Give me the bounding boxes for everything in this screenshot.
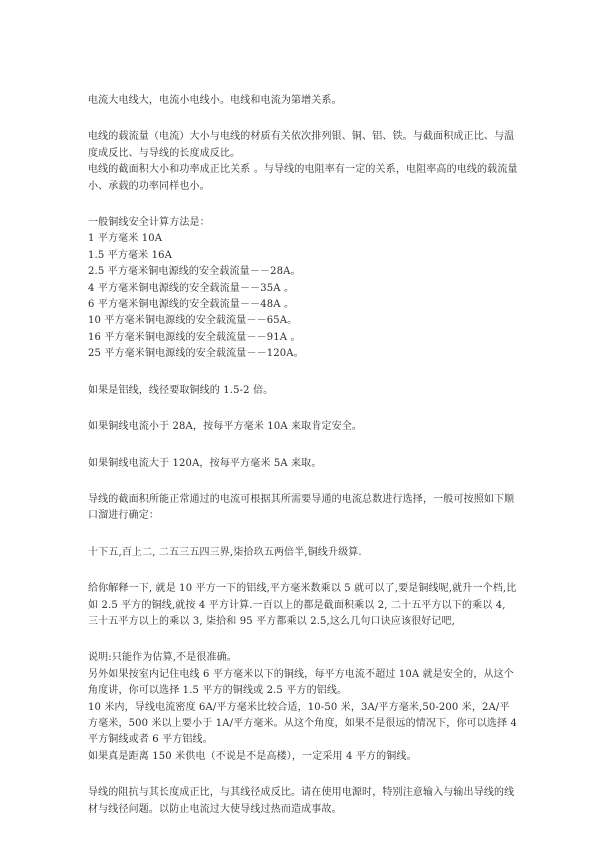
paragraph: 如果铜线电流小于 28A，按每平方毫米 10A 来取肯定安全。 (88, 421, 363, 433)
list-item: 1 平方毫米 10A (88, 233, 163, 245)
paragraph: 说明:只能作为估算,不是很准确。 (88, 652, 237, 664)
list-heading: 一般铜线安全计算方法是： (88, 217, 210, 229)
paragraph: 如果是铝线，线径要取铜线的 1.5-2 倍。 (88, 384, 274, 396)
list-item: 25 平方毫米铜电源线的安全载流量－－120A。 (88, 348, 304, 360)
paragraph: 给你解释一下, 就是 10 平方一下的铝线,平方毫米数乘以 5 就可以了,要是铜线呢,就升一个档,比如 2.5 平方的铜线,就按 4 平方计算.一百以上的都是截面积乘以 2, 二十五平方以下的乘以 4, 三十五平方以上的乘以 3, 柒拾和 95 平方都乘以 2.5,这么几句口诀应该很好记吧, (88, 583, 517, 627)
paragraph: 电线的截面积大小和功率成正比关系 。与导线的电阻率有一定的关系，电阻率高的电线的载流量小、承载的功率同样也小。 (88, 164, 518, 192)
list-item: 4 平方毫米铜电源线的安全载流量－－35A 。 (88, 282, 295, 294)
paragraph: 电线的载流量（电流）大小与电线的材质有关依次排列银、铜、铝、铁。与截面积成正比、与温度成反比、与导线的长度成反比。 (88, 131, 515, 159)
paragraph: 如果真是距离 150 米供电（不说是不是高楼），一定采用 4 平方的铜线。 (88, 750, 417, 762)
document-body (88, 93, 518, 818)
list-item: 1.5 平方毫米 16A (88, 249, 173, 261)
list-item: 10 平方毫米铜电源线的安全载流量－－65A。 (88, 315, 298, 327)
mnemonic: 十下五,百上二, 二五三五四三界,柒拾玖五两倍半,铜线升级算. (88, 546, 362, 558)
paragraph: 如果铜线电流大于 120A，按每平方毫米 5A 来取。 (88, 457, 322, 469)
paragraph: 10 米内，导线电流密度 6A/平方毫米比较合适，10-50 米，3A/平方毫米,50-200 米，2A/平方毫米，500 米以上要小于 1A/平方毫米。从这个角度，如果不是很远的情况下，你可以选择 4 平方铜线或者 6 平方铝线。 (88, 701, 517, 746)
paragraph: 导线的截面积所能正常通过的电流可根据其所需要导通的电流总数进行选择，一般可按照如下顺口溜进行确定： (88, 493, 515, 522)
list-item: 16 平方毫米铜电源线的安全载流量－－91A 。 (88, 331, 301, 343)
paragraph: 导线的阻抗与其长度成正比，与其线径成反比。请在使用电源时，特别注意输入与输出导线的线材与线径问题。以防止电流过大使导线过热而造成事故。 (88, 787, 515, 815)
list-item: 2.5 平方毫米铜电源线的安全载流量－－28A。 (88, 266, 301, 278)
paragraph: 电流大电线大，电流小电线小。电线和电流为第增关系。 (88, 95, 342, 106)
paragraph: 另外如果按室内记住电线 6 平方毫米以下的铜线，每平方电流不超过 10A 就是安全的，从这个角度讲，你可以选择 1.5 平方的铜线或 2.5 平方的铝线。 (88, 668, 514, 697)
list-item: 6 平方毫米铜电源线的安全载流量－－48A 。 (88, 299, 295, 311)
